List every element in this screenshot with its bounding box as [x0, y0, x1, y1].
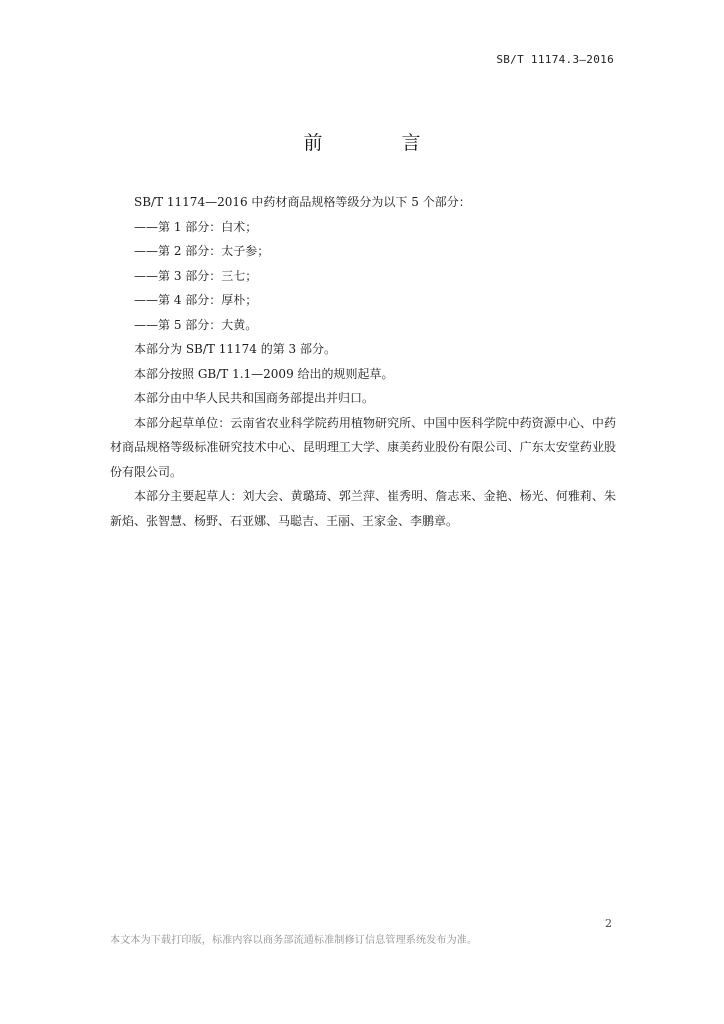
paragraph-drafters: 本部分主要起草人：刘大会、黄璐琦、郭兰萍、崔秀明、詹志来、金艳、杨光、何雅莉、朱新焰、张智慧、杨野、石亚娜、马聪吉、王丽、王家金、李鹏章。 — [110, 489, 616, 528]
list-item-part-5: ——第 5 部分：大黄。 — [134, 317, 258, 332]
footer-note: 本文本为下载打印版，标准内容以商务部流通标准制修订信息管理系统发布为准。 — [110, 935, 478, 946]
page-number: 2 — [605, 917, 612, 930]
paragraph-proposer: 本部分由中华人民共和国商务部提出并归口。 — [134, 391, 375, 405]
list-item-part-4: ——第 4 部分：厚朴； — [134, 293, 258, 307]
list-item-part-1: ——第 1 部分：白术； — [134, 219, 258, 234]
list-item-part-2: ——第 2 部分：太子参； — [134, 244, 270, 258]
foreword-body — [110, 190, 616, 533]
list-item-part-3: ——第 3 部分：三七； — [134, 268, 258, 283]
paragraph-part-statement: 本部分为 SB/T 11174 的第 3 部分。 — [134, 342, 336, 356]
paragraph-drafting-rules: 本部分按照 GB/T 1.1—2009 给出的规则起草。 — [134, 366, 394, 381]
paragraph-drafting-units: 本部分起草单位：云南省农业科学院药用植物研究所、中国中医科学院中药资源中心、中药材商品规格等级标准研究技术中心、昆明理工大学、康美药业股份有限公司、广东太安堂药业股份有限公司。 — [110, 415, 616, 479]
page-title: 前 言 — [303, 132, 451, 154]
paragraph-intro: SB/T 11174—2016 中药材商品规格等级分为以下 5 个部分： — [134, 195, 471, 209]
standard-code: SB/T 11174.3—2016 — [496, 53, 614, 66]
